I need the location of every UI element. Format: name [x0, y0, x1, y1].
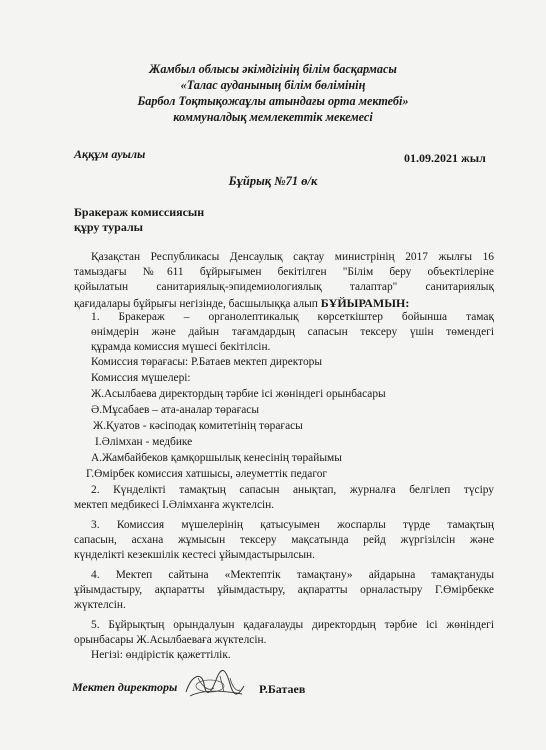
item2-line-2: мектеп медбикесі І.Әлімханға жүктелсін. [74, 499, 275, 511]
preamble-line-2: тамыздағы №611 бұйрығымен бекітілген "Білім беру объектілеріне [74, 266, 494, 278]
commission-member: Ж.Қуатов - кәсіподақ комитетінің төрағасы [93, 420, 303, 432]
subject-line-2: құру туралы [74, 220, 144, 234]
header-line-2: «Талас ауданының білім бөлімінің [180, 78, 366, 92]
preamble-line-1: Қазақстан Республикасы Денсаулық сақтау министрінің 2017 жылғы 16 [91, 251, 494, 263]
order-title: Бұйрық №71 ө/к [228, 174, 318, 188]
commission-secretary: Г.Өмірбек комиссия хатшысы, әлеуметтік педагог [86, 468, 328, 480]
header-line-1: Жамбыл облысы әкімдігінің білім басқармасы [149, 62, 397, 76]
commission-member: Ә.Мұсабаев – ата-аналар төрағасы [91, 404, 260, 416]
signature-name: Р.Батаев [259, 682, 306, 696]
header-line-4: коммуналдық мемлекеттік мекемесі [173, 110, 373, 124]
preamble-line-4 [74, 296, 409, 311]
commission-member: І.Әлімхан - медбике [95, 436, 193, 448]
preamble-text: қағидалары бұйрығы негізінде, басшылыққа алып [74, 298, 318, 310]
signature-position: Мектеп директоры [72, 680, 178, 694]
handwritten-signature-icon [180, 666, 250, 704]
commission-member: Ж.Асылбаева директордың тәрбие ісі жөніндегі орынбасары [91, 388, 386, 400]
item1-line-2: өнімдерін және дайын тағамдардың сапасын тексеру үшін төмендегі [91, 326, 494, 338]
item1-line-1: 1. Бракераж – органолептикалық көрсеткіштер бойынша тамақ [91, 311, 494, 323]
item3-line-1: 3. Комиссия мүшелерінің қатысуымен жоспарлы түрде тамақтың [91, 519, 494, 531]
item4-line-1: 4. Мектеп сайтына «Мектептік тамақтану» айдарына тамақтануды [91, 569, 494, 581]
item5-line-1: 5. Бұйрықтың орындалуын қадағалауды директордың тәрбие ісі жөніндегі [91, 619, 494, 631]
commission-members-label: Комиссия мүшелері: [91, 372, 191, 384]
subject-line-1: Бракераж комиссиясын [74, 205, 205, 219]
item5-line-2: орынбасары Ж.Асылбаеваға жүктелсін. [74, 634, 267, 646]
decree-word: БҰЙЫРАМЫН: [320, 296, 410, 310]
date: 01.09.2021 жыл [404, 151, 486, 165]
commission-chair: Комиссия төрағасы: Р.Батаев мектеп директоры [91, 356, 323, 368]
place: Аққұм ауылы [74, 147, 146, 161]
item3-line-3: күнделікті кезекшілік кестесі ұйымдастырылсын. [74, 549, 316, 561]
commission-member: А.Жамбайбеков қамқоршылық кенесінің төрайымы [91, 452, 342, 464]
preamble-line-3: қойылатын санитариялық-эпидемиологиялық талаптар" санитариялық [74, 281, 494, 293]
item2-line-1: 2. Күнделікті тамақтың сапасын анықтап, журналға белгілеп түсіру [91, 484, 494, 496]
item4-line-3: жүктелсін. [74, 599, 126, 611]
header-line-3: Барбол Тоқтықожаұлы атындағы орта мектебі» [137, 94, 409, 108]
basis: Негізі: өндірістік қажеттілік. [91, 649, 231, 661]
item3-line-2: сапасын, асхана жұмысын тексеру мақсатында рейд жүргізілсін және [74, 534, 494, 546]
item1-line-3: құрамда комиссия мүшесі бекітілсін. [91, 341, 271, 353]
item4-line-2: ұйымдастыру, ақпаратты ұйымдастыру, ақпаратты орналастыру Г.Өмірбекке [74, 584, 494, 596]
